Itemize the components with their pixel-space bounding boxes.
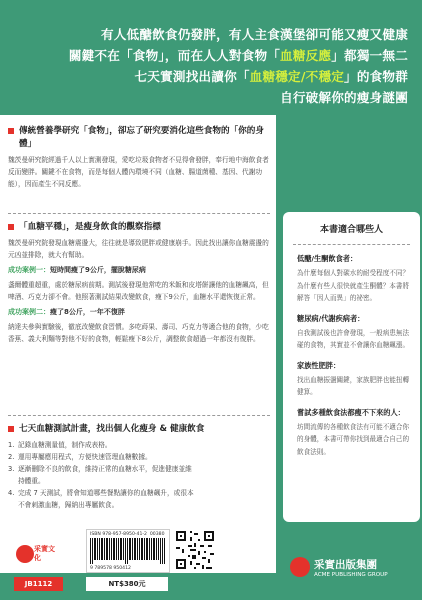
imprint-logo-text: 采實文化 xyxy=(34,545,55,562)
headline-line-2: 關鍵不在「食物」，而在人人對食物「血糖反應」都獨一無二 xyxy=(68,48,408,63)
price-label: NT$380元 xyxy=(86,577,168,591)
case-2-title: 成功案例二：瘦了8公斤，一年不復胖 xyxy=(8,308,125,316)
case-1-body: 盞爾體重超重，處於糖尿病前期。測試後發現他常吃的米飯和皮塔餅讓他的血糖飆高，但啤酒、巧克力卻不會。他照著測試結果改變飲食，瘦下9公斤，血糖水平還恢復正常。 xyxy=(8,281,269,301)
audience-item: 家族性肥胖： 找出血糖振盪關鍵，家族肥胖也能扭轉健算。 xyxy=(297,360,410,396)
section-blood-sugar xyxy=(8,221,270,345)
barcode-digits: 9 789578 950412 xyxy=(90,566,131,571)
section-divider xyxy=(8,213,270,214)
imprint-logo-icon xyxy=(16,545,34,563)
section-traditional-nutrition xyxy=(8,125,270,190)
audience-card-title: 本書適合哪些人 xyxy=(319,225,383,235)
audience-card xyxy=(283,212,420,522)
case-1-title: 成功案例一：短時間瘦了9公斤，擺脫糖尿病 xyxy=(8,266,146,274)
main-content-panel xyxy=(0,115,276,573)
red-square-bullet-icon xyxy=(8,224,14,230)
section-divider xyxy=(8,415,270,416)
red-square-bullet-icon xyxy=(8,128,14,134)
barcode-icon xyxy=(90,538,166,564)
publisher-logo xyxy=(290,556,420,586)
section-heading: 七天血糖測試計畫，找出個人化瘦身 & 健康飲食 xyxy=(8,423,270,436)
section-heading: 「血糖平穩」，是瘦身飲食的觀察指標 xyxy=(8,221,270,234)
qr-code-icon xyxy=(174,529,216,571)
step-item: 4. 完成 7 天測試，將會知道哪些餐點讓你的血糖飆升，或很本 xyxy=(8,489,194,497)
publisher-logo-icon xyxy=(290,557,310,577)
headline-line-3: 七天實測找出讀你「血糖穩定/不穩定」的食物群 xyxy=(134,69,408,84)
red-square-bullet-icon xyxy=(8,426,14,432)
step-item-continued: 不會刺激血糖，歸納出專屬飲食。 xyxy=(18,501,119,509)
headline-highlight-2: 血糖穩定/不穩定 xyxy=(249,69,345,84)
audience-item: 嘗試多種飲食法都瘦不下來的人： 坊間流傳的各種飲食法有可能不適合你的身體，本書可帶你找到最適合自己的飲食法則。 xyxy=(297,407,410,456)
steps-list xyxy=(8,439,270,511)
section-heading: 傳統營養學研究「食物」，卻忘了研究要消化這些食物的「你的身體」 xyxy=(8,125,270,151)
publisher-name: 采實出版集團 xyxy=(314,559,377,571)
case-2-body: 納達夫參與實驗後，徹底改變飲食習慣。多吃蒔果、壽司、巧克力等適合他的食物，少吃香蕉、義大利麵等對他不好的食物，輕鬆瘦下8公斤，調整飲食超過一年都沒有復胖。 xyxy=(8,323,269,343)
isbn-text: ISBN 978-957-8950-41-2 00380 xyxy=(90,532,165,537)
step-item: 3. 逐漸刪除不良的飲食，維持正常的血糖水平，促進健康並維 xyxy=(8,465,192,473)
book-code-label: JB1112 xyxy=(14,577,63,591)
section-seven-day-plan xyxy=(8,423,270,511)
step-item: 1. 記錄血糖測量值，制作成表格。 xyxy=(8,441,112,449)
audience-item: 糖尿病/代謝疾病者： 自我測試後也許會發現，一般病患無法碰的食物，其實並不會讓你血糖飆漲。 xyxy=(297,313,410,349)
section-body: 魏茨曼研究院經過千人以上實測發現，愛吃垃圾食物者不見得會發胖，奉行地中海飲食者反而變胖。關鍵不在食物，而是每個人體內環境不同（血糖、腸道菌種、基因、代謝功能），因而產生不同反應。 xyxy=(8,156,269,188)
step-item-continued: 持體重。 xyxy=(18,477,45,485)
isbn-barcode xyxy=(86,529,170,573)
cover-headline xyxy=(20,24,408,108)
section-body: 魏茨曼研究院發現血糖震盪大，往往就是導致肥胖或健康崩手。因此找出讓你血糖震盪的元凶並排除，就大有幫助。 xyxy=(8,239,269,259)
headline-line-4: 自行破解你的瘦身謎團 xyxy=(280,90,408,105)
imprint-logo xyxy=(16,545,56,575)
headline-highlight-1: 血糖反應 xyxy=(280,48,332,63)
publisher-name-english: ACME PUBLISHING GROUP xyxy=(314,572,388,578)
headline-line-1: 有人低醣飲食仍發胖，有人主食漢堡卻可能又瘦又健康 xyxy=(100,27,408,42)
audience-item: 低醣/生酮飲食者： 為什麼每個人對碳水的耐受程度不同？為什麼有些人很快就產生酮體？本書將解答「因人而異」的祕密。 xyxy=(297,254,410,302)
card-divider xyxy=(293,244,410,245)
step-item: 2. 運用專屬應用程式，方便快速管理血糖數據。 xyxy=(8,453,152,461)
